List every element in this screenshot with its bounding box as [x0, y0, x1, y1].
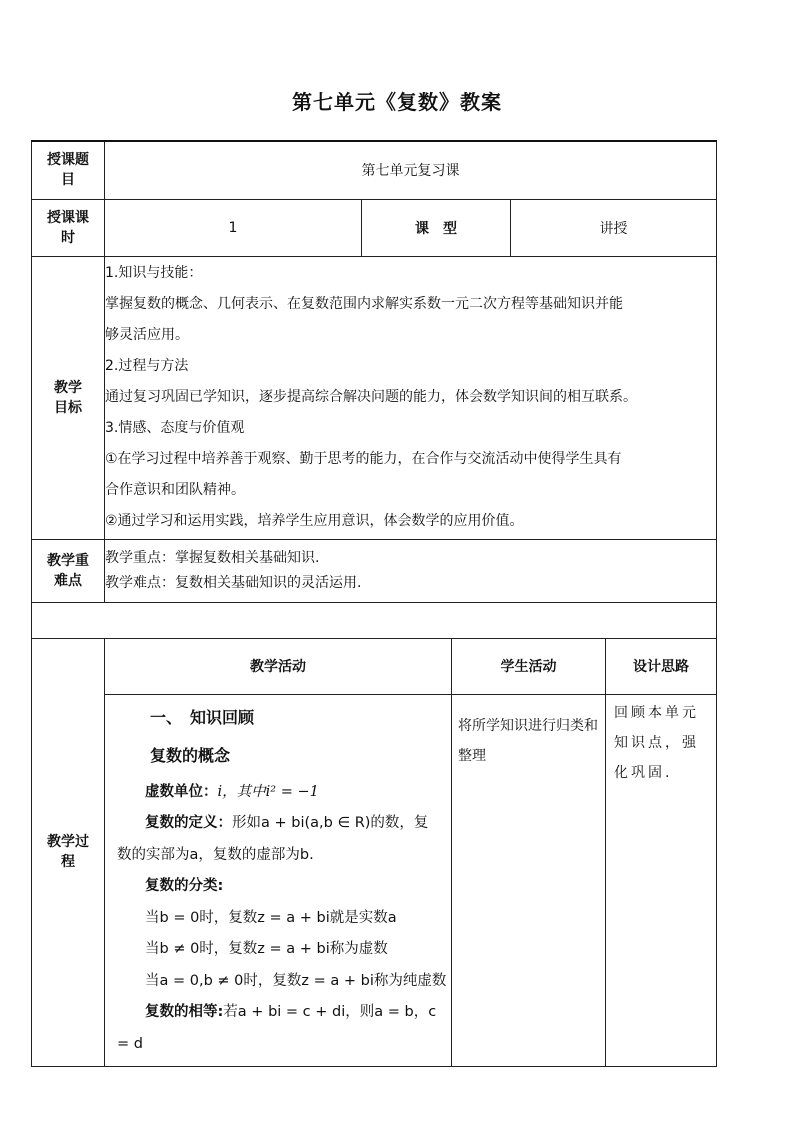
goals-line: 够灵活应用。 [105, 327, 189, 343]
row-process-content [32, 694, 717, 1067]
definition-text: 形如a + bi(a,b ∈ R)的数，复 [232, 815, 429, 831]
goals-content [105, 256, 717, 539]
definition-line-2: 数的实部为a，复数的虚部为b. [117, 846, 314, 863]
goals-line: 掌握复数的概念、几何表示、在复数范围内求解实系数一元二次方程等基础知识并能 [105, 296, 623, 312]
key-point-line: 教学重点：掌握复数相关基础知识. [105, 549, 320, 566]
classification-line: 当b = 0时，复数z = a + bi就是实数a [145, 909, 397, 926]
key-point-line: 教学难点：复数相关基础知识的灵活运用. [105, 574, 362, 591]
key-points-content [105, 539, 717, 602]
goals-line: 通过复习巩固已学知识，逐步提高综合解决问题的能力，体会数学知识间的相互联系。 [105, 389, 637, 405]
subsection-heading: 复数的概念 [150, 745, 231, 765]
section-heading: 一、 知识回顾 [150, 707, 255, 727]
label-hours: 授课课时 [32, 199, 105, 256]
definition-label: 复数的定义： [145, 815, 232, 831]
row-blank [32, 602, 717, 638]
row-key-points [32, 539, 717, 602]
label-key-points: 教学重难点 [32, 539, 105, 602]
equality-text: 若a + bi = c + di，则a = b，c [223, 1004, 437, 1020]
row-goals [32, 256, 717, 539]
classification-line: 当b ≠ 0时，复数z = a + bi称为虚数 [145, 941, 388, 957]
header-teacher-activity: 教学活动 [105, 638, 452, 694]
goals-line: 合作意识和团队精神。 [105, 482, 245, 498]
teacher-activity-content [105, 694, 452, 1067]
definition-line [117, 808, 445, 840]
student-activity-content: 将所学知识进行归类和整理 [452, 694, 606, 1067]
topic-value: 第七单元复习课 [105, 141, 717, 199]
goals-line: ②通过学习和运用实践，培养学生应用意识，体会数学的应用价值。 [105, 513, 524, 529]
unit-label: 虚数单位： [145, 783, 218, 800]
label-process: 教学过程 [32, 638, 105, 1067]
header-design: 设计思路 [606, 638, 717, 694]
label-topic: 授课题目 [32, 141, 105, 199]
hours-value: 1 [105, 199, 362, 256]
classification-label: 复数的分类: [145, 878, 224, 894]
goals-line: ①在学习过程中培养善于观察、勤于思考的能力，在合作与交流活动中使得学生具有 [105, 451, 622, 467]
row-hours [32, 199, 717, 256]
goals-line: 3.情感、态度与价值观 [105, 420, 245, 436]
equality-line-2: = d [117, 1035, 143, 1052]
goals-line: 2.过程与方法 [105, 358, 189, 374]
row-topic [32, 141, 717, 199]
lesson-type-value: 讲授 [511, 199, 717, 256]
equality-line [117, 997, 445, 1029]
label-goals: 教学目标 [32, 256, 105, 539]
equality-label: 复数的相等: [145, 1004, 224, 1020]
document-title: 第七单元《复数》教案 [292, 90, 502, 114]
blank-cell [32, 602, 717, 638]
classification-line: 当a = 0,b ≠ 0时，复数z = a + bi称为纯虚数 [145, 972, 447, 989]
unit-math: i，其中i² = −1 [217, 783, 319, 800]
goals-line: 1.知识与技能： [105, 265, 203, 281]
imaginary-unit-line [117, 777, 445, 809]
design-content: 回顾本单元知识点，强化巩固. [606, 694, 717, 1067]
row-process-headers [32, 638, 717, 694]
header-student-activity: 学生活动 [452, 638, 606, 694]
lesson-plan-table [31, 140, 717, 1067]
label-lesson-type: 课 型 [362, 199, 511, 256]
